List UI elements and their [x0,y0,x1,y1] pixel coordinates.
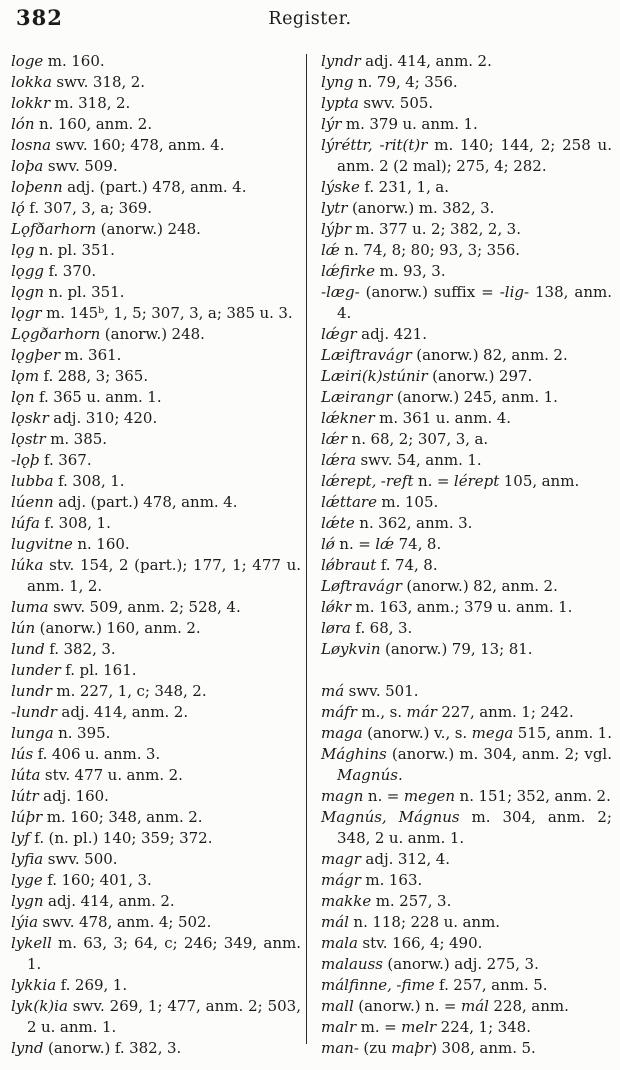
headword: lǫgþer [11,346,61,364]
headword: -lundr [11,703,57,721]
register-entry [321,702,612,723]
headword: megen [403,787,456,805]
headword: mala [321,934,358,952]
entry-text: m. 227, 1, c; 348, 2. [51,682,207,700]
register-entry [11,933,301,975]
register-entry [11,282,301,303]
headword: malauss [321,955,383,973]
entry-text: f. 269, 1. [56,976,128,994]
register-entry [321,93,612,114]
entry-text: swv. 505. [358,94,434,112]
entry-text: f. pl. 161. [60,661,137,679]
headword: -lig- [499,283,530,301]
entry-text: m. 318, 2. [50,94,131,112]
headword: lǫn [11,388,35,406]
entry-text: f. 382, 3. [44,640,116,658]
entry-text: f. 308, 1. [53,472,125,490]
entry-text: (anorw.) f. 382, 3. [43,1039,182,1057]
entry-text: m. = [356,1018,402,1036]
register-entry [11,345,301,366]
headword: mágr [321,871,361,889]
entry-text: adj. 414, anm. 2. [360,52,492,70]
headword: lǿkr [321,598,352,616]
entry-text: (anorw.) 82, anm. 2. [401,577,558,595]
entry-text: (anorw.) 79, 13; 81. [380,640,533,658]
headword: malr [321,1018,357,1036]
headword: magr [321,850,361,868]
register-entry [321,681,612,702]
entry-text: f. 288, 3; 365. [39,367,149,385]
entry-text: f. 367. [39,451,92,469]
headword: lús [11,745,34,763]
entry-text: f. 68, 3. [350,619,413,637]
entry-text: swv. 318, 2. [51,73,146,91]
headword: lokkr [11,94,51,112]
entry-text: n. 79, 4; 356. [353,73,458,91]
register-entry [11,303,301,324]
register-entry [321,1038,612,1059]
register-entry [321,975,612,996]
headword: lykkia [11,976,57,994]
register-entry [11,324,301,345]
entry-text: 138, anm. 4. [337,283,612,322]
entry-text: 224, 1; 348. [436,1018,531,1036]
entry-text: m. 361 u. anm. 4. [374,409,512,427]
register-entry [11,513,301,534]
register-entry [11,219,301,240]
entry-text: adj. (part.) 478, anm. 4. [62,178,247,196]
headword: lyge [11,871,43,889]
register-entry [321,492,612,513]
entry-text: m. 163, anm.; 379 u. anm. 1. [351,598,573,616]
entry-text: (anorw.) 245, anm. 1. [392,388,558,406]
entry-text: n. = [413,472,454,490]
register-entry [321,933,612,954]
headword: lypta [321,94,359,112]
headword: Læiri(k)stúnir [321,367,428,385]
register-entry [11,1038,301,1059]
entry-text: . [397,766,403,784]
register-entry [11,828,301,849]
entry-text: adj. (part.) 478, anm. 4. [53,493,238,511]
headword: lúfa [11,514,40,532]
register-entry [11,618,301,639]
register-entry [11,765,301,786]
register-entry [321,870,612,891]
register-entry [11,807,301,828]
entry-text: f. 160; 401, 3. [42,871,152,889]
headword: Magnús [337,766,398,784]
register-entry [11,429,301,450]
entry-text: swv. 160; 478, anm. 4. [51,136,225,154]
register-entry [321,744,612,786]
headword: lugvitne [11,535,73,553]
entry-text: f. 365 u. anm. 1. [34,388,162,406]
headword: losna [11,136,52,154]
register-entry [321,576,612,597]
headword: lyk(k)ia [11,997,68,1015]
headword: lytr [321,199,348,217]
entry-text: m. 105. [376,493,439,511]
entry-text: (anorw.) adj. 275, 3. [382,955,539,973]
register-entry [11,702,301,723]
headword: lúka [11,556,44,574]
headword: loþa [11,157,44,175]
register-entry [321,471,612,492]
register-entry [321,807,612,849]
register-column-right [321,51,612,1059]
entry-text: n. pl. 351. [44,283,125,301]
headword: lúþr [11,808,43,826]
register-entry [321,366,612,387]
register-entry [321,513,612,534]
entry-text: m. 385. [45,430,108,448]
register-entry [11,471,301,492]
register-entry [11,849,301,870]
headword: lykell [11,934,52,952]
entry-text: f. 370. [44,262,97,280]
register-entry [11,240,301,261]
headword: lérept [453,472,500,490]
headword: lyng [321,73,354,91]
register-entry [321,1017,612,1038]
entry-text: m. 63, 3; 64, c; 246; 349, anm. 1. [27,934,301,973]
entry-text: m. 160. [43,52,105,70]
register-entry [11,198,301,219]
register-entry [11,51,301,72]
register-entry [11,597,301,618]
headword: lýþr [321,220,352,238]
entry-text: (anorw.) 248. [96,220,201,238]
headword: -læg- [321,283,360,301]
headword: lǿbraut [321,556,377,574]
entry-text: (zu [358,1039,392,1057]
headword: mál [321,913,349,931]
register-entry [11,639,301,660]
register-entry [11,870,301,891]
entry-text: 74, 8. [394,535,442,553]
headword: lundr [11,682,52,700]
register-entry [11,114,301,135]
register-entry [321,954,612,975]
register-entry [11,366,301,387]
register-entry [11,177,301,198]
headword: løra [321,619,351,637]
entry-text: (anorw.) 160, anm. 2. [35,619,201,637]
register-entry [321,891,612,912]
register-entry [321,219,612,240]
register-entry [11,681,301,702]
headword: loþenn [11,178,63,196]
register-entry [321,450,612,471]
entry-text: (anorw.) m. 382, 3. [347,199,495,217]
entry-text: m. 93, 3. [375,262,446,280]
entry-text: n. 68, 2; 307, 3, a. [347,430,489,448]
register-entry [321,198,612,219]
headword: lǽkner [321,409,375,427]
entry-text: f. 257, anm. 5. [434,976,548,994]
headword: lubba [11,472,54,490]
headword: lokka [11,73,52,91]
headword: Løykvin [321,640,381,658]
headword: lýréttr, -rit(t)r [321,136,428,154]
register-entry [321,555,612,576]
register-entry [321,597,612,618]
entry-text: n. 160, anm. 2. [34,115,153,133]
headword: lúta [11,766,41,784]
entry-text: adj. 160. [38,787,109,805]
entry-text: swv. 500. [43,850,118,868]
entry-text: 228, anm. [488,997,569,1015]
register-entry [321,912,612,933]
register-column-left [11,51,301,1059]
headword: maga [321,724,363,742]
entry-text: m. 145ᵇ, 1, 5; 307, 3, a; 385 u. 3. [41,304,293,322]
headword: lýske [321,178,360,196]
headword: lǽra [321,451,357,469]
headword: mall [321,997,354,1015]
entry-text: stv. 166, 4; 490. [357,934,483,952]
entry-text: m. 304, anm. 2; 348, 2 u. anm. 1. [337,808,612,847]
headword: lynd [11,1039,44,1057]
register-entry [11,744,301,765]
headword: lǫgn [11,283,45,301]
entry-text: adj. 312, 4. [360,850,451,868]
entry-text: 515, anm. 1. [513,724,612,742]
entry-text: 227, anm. 1; 242. [436,703,574,721]
headword: lýr [321,115,342,133]
entry-text: swv. 501. [344,682,419,700]
headword: lǫskr [11,409,49,427]
entry-text: m., s. [356,703,407,721]
register-entry [11,891,301,912]
headword: maþr [391,1039,432,1057]
running-title: Register. [268,9,352,29]
headword: lón [11,115,35,133]
register-entry [11,450,301,471]
entry-text: stv. 154, 2 (part.); 177, 1; 477 u. anm. 1, 2. [27,556,301,595]
headword: lǫ́ [11,199,25,217]
register-entry [11,135,301,156]
headword: luma [11,598,49,616]
headword: Mághins [321,745,387,763]
register-entry [321,408,612,429]
headword: lǫstr [11,430,46,448]
register-entry [321,723,612,744]
headword: lyfia [11,850,44,868]
register-entry [11,93,301,114]
register-entry [321,849,612,870]
register-entry [321,114,612,135]
headword: lúenn [11,493,54,511]
headword: Lǫfðarhorn [11,220,97,238]
entry-text: (anorw.) 82, anm. 2. [411,346,568,364]
entry-text: f. 231, 1, a. [359,178,450,196]
headword: Lǫgðarhorn [11,325,101,343]
headword: loge [11,52,44,70]
register-entry [11,408,301,429]
entry-text: m. 361. [60,346,122,364]
headword: lǽr [321,430,348,448]
headword: Magnús, Mágnus [321,808,460,826]
headword: lǽte [321,514,355,532]
headword: lǫg [11,241,35,259]
entry-text: ) 308, anm. 5. [431,1039,536,1057]
headword: -lǫþ [11,451,40,469]
headword: lunga [11,724,54,742]
register-entry [321,240,612,261]
register-entry [11,534,301,555]
entry-text: stv. 477 u. anm. 2. [40,766,183,784]
headword: lútr [11,787,39,805]
register-entry [11,996,301,1038]
entry-text: swv. 509. [43,157,118,175]
headword: mega [471,724,514,742]
entry-text: m. 379 u. anm. 1. [341,115,478,133]
entry-text: f. 406 u. anm. 3. [33,745,161,763]
headword: Læirangr [321,388,393,406]
entry-text: m. 163. [360,871,423,889]
register-entry [321,429,612,450]
headword: lyndr [321,52,361,70]
headword: lǽttare [321,493,377,511]
entry-text: (anorw.) n. = [353,997,461,1015]
register-entry [11,912,301,933]
entry-text: f. 74, 8. [376,556,438,574]
register-entry [321,72,612,93]
headword: lǫm [11,367,40,385]
entry-text: n. 160. [72,535,130,553]
entry-text: 105, anm. [499,472,580,490]
register-entry [11,387,301,408]
register-entry [11,555,301,597]
entry-text: n. 151; 352, anm. 2. [455,787,611,805]
headword: mál [460,997,489,1015]
headword: lǽ [321,241,340,259]
register-entry [11,660,301,681]
entry-text: f. 308, 1. [39,514,111,532]
headword: málfinne, -fime [321,976,435,994]
headword: lyf [11,829,30,847]
entry-text: f. 307, 3, a; 369. [24,199,153,217]
entry-text: (anorw.) 248. [100,325,205,343]
register-entry [321,618,612,639]
register-entry [321,786,612,807]
headword: man- [321,1039,359,1057]
entry-text: adj. 421. [356,325,427,343]
headword: lund [11,640,45,658]
headword: lygn [11,892,44,910]
register-entry [321,996,612,1017]
headword: lǽ [375,535,395,553]
headword: lún [11,619,36,637]
entry-text: (anorw.) m. 304, anm. 2; vgl. [386,745,612,763]
entry-text: m. 257, 3. [371,892,452,910]
entry-text: swv. 269, 1; 477, anm. 2; 503, 2 u. anm. 1. [27,997,301,1036]
register-entry [11,492,301,513]
headword: lǽfirke [321,262,376,280]
register-entry [321,177,612,198]
headword: má [321,682,345,700]
entry-text: m. 160; 348, anm. 2. [42,808,203,826]
register-entry [321,135,612,177]
entry-text: adj. 414, anm. 2. [56,703,189,721]
register-entry [11,72,301,93]
register-entry [321,324,612,345]
register-entry [321,261,612,282]
entry-text: swv. 54, anm. 1. [356,451,482,469]
entry-text: n. 362, anm. 3. [354,514,473,532]
entry-text: n. 74, 8; 80; 93, 3; 356. [339,241,521,259]
register-entry [11,975,301,996]
headword: magn [321,787,364,805]
headword: melr [401,1018,437,1036]
entry-text: (anorw.) suffix = [359,283,500,301]
headword: lǿ [321,535,335,553]
entry-text: (anorw.) v., s. [362,724,472,742]
register-entry [321,387,612,408]
entry-text: n. pl. 351. [34,241,115,259]
register-entry [11,786,301,807]
register-entry [11,723,301,744]
entry-text: n. 395. [53,724,111,742]
entry-text: swv. 478, anm. 4; 502. [38,913,212,931]
register-entry [321,639,612,660]
headword: Løftravágr [321,577,402,595]
entry-text: adj. 414, anm. 2. [43,892,175,910]
register-entry [321,51,612,72]
entry-text: n. 118; 228 u. anm. [348,913,501,931]
entry-text: m. 377 u. 2; 382, 2, 3. [351,220,521,238]
entry-text: f. (n. pl.) 140; 359; 372. [29,829,213,847]
headword: lunder [11,661,61,679]
headword: Læiftravágr [321,346,412,364]
register-entry [11,156,301,177]
column-divider-rule [306,54,307,1044]
headword: lǫgr [11,304,42,322]
headword: lǽgr [321,325,357,343]
headword: lýia [11,913,39,931]
entry-text: (anorw.) 297. [427,367,533,385]
page-number: 382 [16,5,63,30]
headword: lǽrept, -reft [321,472,414,490]
register-entry [321,282,612,324]
headword: lǫgg [11,262,45,280]
headword: máfr [321,703,357,721]
entry-text: n. = [363,787,404,805]
entry-text: m. 140; 144, 2; 258 u. anm. 2 (2 mal); 275, 4; 282. [337,136,612,175]
entry-text: adj. 310; 420. [48,409,158,427]
register-entry [321,345,612,366]
entry-text: swv. 509, anm. 2; 528, 4. [48,598,241,616]
headword: makke [321,892,372,910]
register-entry [321,534,612,555]
headword: már [406,703,437,721]
entry-text: n. = [334,535,376,553]
register-entry [11,261,301,282]
